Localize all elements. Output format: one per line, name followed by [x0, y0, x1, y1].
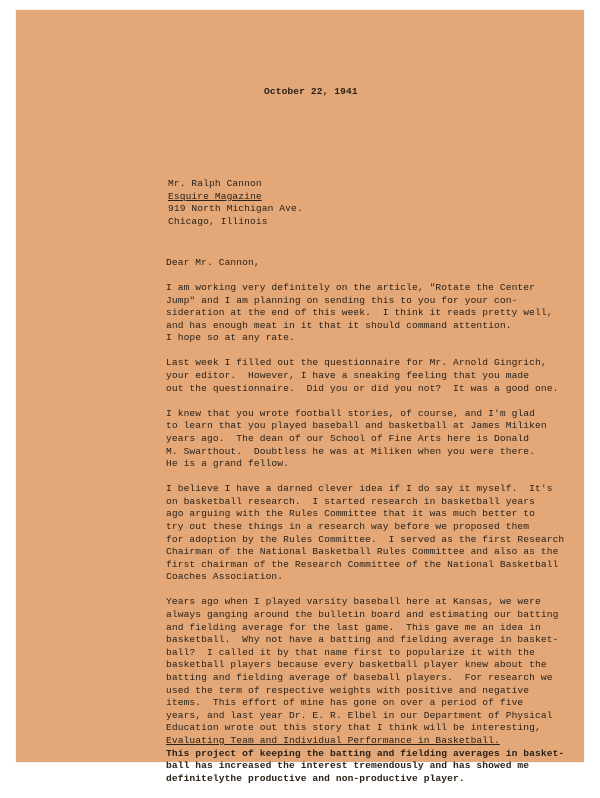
line: I am working very definitely on the article, "Rotate the Center [166, 282, 536, 293]
line: I knew that you wrote football stories, of course, and I'm glad [166, 407, 536, 419]
recipient-company: Esquire Magazine [168, 190, 262, 202]
line: to learn that you played baseball and basketball at James Miliken [166, 420, 547, 432]
line: out the questionnaire. Did you or did you not? It was a good one. [166, 382, 559, 394]
paragraph-5 [166, 596, 586, 785]
line: years ago. The dean of our School of Fine Arts here is Donald [166, 432, 530, 444]
paragraph-1 [166, 282, 586, 345]
line: items. This effort of mine has gone on over a period of five [166, 697, 524, 709]
paragraph-2 [166, 357, 586, 395]
line: M. Swarthout. Doubtless he was at Miliken when you were there. [166, 445, 536, 457]
line: try out these things in a research way before we proposed them [166, 521, 530, 532]
letter-page [16, 10, 584, 784]
line: I hope so at any rate. [166, 332, 295, 344]
line: batting and fielding average of baseball players. For research we [166, 672, 553, 684]
line: ago arguing with the Rules Committee that it was much better to [166, 508, 536, 520]
line: He is a grand fellow. [166, 458, 290, 470]
paragraph-4 [166, 483, 586, 584]
line: I believe I have a darned clever idea if I do say it myself. It's [166, 483, 553, 495]
line: Education wrote out this story that I think will be interesting, [166, 722, 541, 734]
line: This project of keeping the batting and fielding averages in basket- [166, 747, 565, 759]
salutation: Dear Mr. Cannon, [166, 257, 260, 268]
recipient-street: 919 North Michigan Ave. [168, 203, 303, 215]
line-with-tail [166, 773, 586, 786]
line: used the term of respective weights with positive and negative [166, 684, 530, 696]
line: Jump" and I am planning on sending this to you for your con- [166, 294, 518, 306]
line: your editor. However, I have a sneaking feeling that you made [166, 370, 530, 382]
underlined-article-title: Evaluating Team and Individual Performance in Basketball. [166, 735, 500, 746]
recipient-name: Mr. Ralph Cannon [168, 178, 262, 189]
line: for adoption by the Rules Committee. I served as the first Research [166, 533, 565, 545]
line: always ganging around the bulletin board and estimating our batting [166, 609, 559, 621]
line: first chairman of the Research Committee of the National Basketball [166, 558, 559, 570]
line-tail: the productive and non-productive player. [224, 772, 465, 784]
line: Chairman of the National Basketball Rules Committee and also as the [166, 546, 559, 558]
recipient-city: Chicago, Illinois [168, 215, 268, 227]
line: Last week I filled out the questionnaire for Mr. Arnold Gingrich, [166, 357, 547, 369]
recipient-address [168, 178, 303, 228]
line: definitely [166, 772, 225, 784]
letter-date: October 22, 1941 [264, 86, 358, 97]
line: sideration at the end of this week. I think it reads pretty well, [166, 307, 553, 319]
paragraph-3 [166, 408, 586, 471]
line: and fielding average for the last game. This gave me an idea in [166, 621, 541, 633]
line: Coaches Association. [166, 571, 284, 583]
letter-body [166, 282, 586, 798]
line: and has enough meat in it that it should command attention. [166, 319, 512, 331]
line: ball has increased the interest tremendously and has showed me [166, 760, 530, 772]
line: basketball. Why not have a batting and fielding average in basket- [166, 634, 559, 646]
line: basketball players because every basketball player knew about the [166, 659, 547, 671]
line: ball? I called it by that name first to popularize it with the [166, 646, 536, 658]
line: on basketball research. I started research in basketball years [166, 495, 536, 507]
line: years, and last year Dr. E. R. Elbel in our Department of Physical [166, 709, 553, 721]
line: Years ago when I played varsity baseball here at Kansas, we were [166, 596, 541, 608]
